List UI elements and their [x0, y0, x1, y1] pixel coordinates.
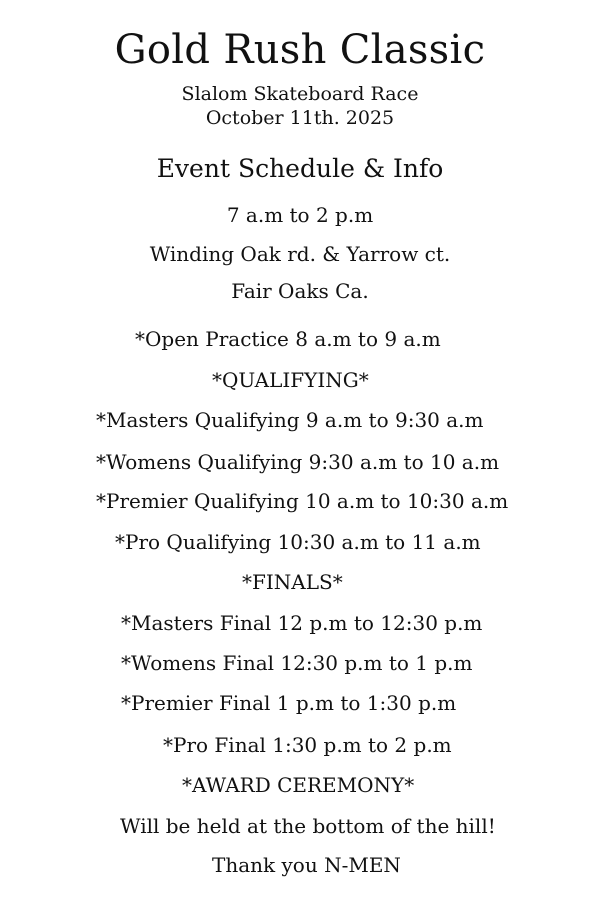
- pro-final-item: *Pro Final 1:30 p.m to 2 p.m: [163, 733, 452, 757]
- award-ceremony-header: *AWARD CEREMONY*: [182, 773, 415, 797]
- event-subtitle: Slalom Skateboard Race: [181, 83, 419, 105]
- event-date: October 11th. 2025: [205, 107, 395, 129]
- qualifying-header: *QUALIFYING*: [212, 368, 369, 392]
- open-practice-item: *Open Practice 8 a.m to 9 a.m: [135, 327, 441, 351]
- premier-final-item: *Premier Final 1 p.m to 1:30 p.m: [121, 691, 457, 715]
- schedule-heading: Event Schedule & Info: [156, 154, 444, 183]
- page-title: Gold Rush Classic: [114, 27, 486, 73]
- thank-you-note: Thank you N-MEN: [212, 853, 401, 877]
- location-city: Fair Oaks Ca.: [231, 279, 369, 303]
- finals-header: *FINALS*: [242, 570, 343, 594]
- event-hours: 7 a.m to 2 p.m: [226, 203, 374, 227]
- award-location-note: Will be held at the bottom of the hill!: [120, 814, 496, 838]
- pro-qualifying-item: *Pro Qualifying 10:30 a.m to 11 a.m: [115, 530, 481, 554]
- masters-final-item: *Masters Final 12 p.m to 12:30 p.m: [121, 611, 483, 635]
- womens-qualifying-item: *Womens Qualifying 9:30 a.m to 10 a.m: [96, 450, 500, 474]
- masters-qualifying-item: *Masters Qualifying 9 a.m to 9:30 a.m: [96, 408, 484, 432]
- premier-qualifying-item: *Premier Qualifying 10 a.m to 10:30 a.m: [96, 489, 509, 513]
- womens-final-item: *Womens Final 12:30 p.m to 1 p.m: [121, 651, 473, 675]
- location-street: Winding Oak rd. & Yarrow ct.: [149, 242, 451, 266]
